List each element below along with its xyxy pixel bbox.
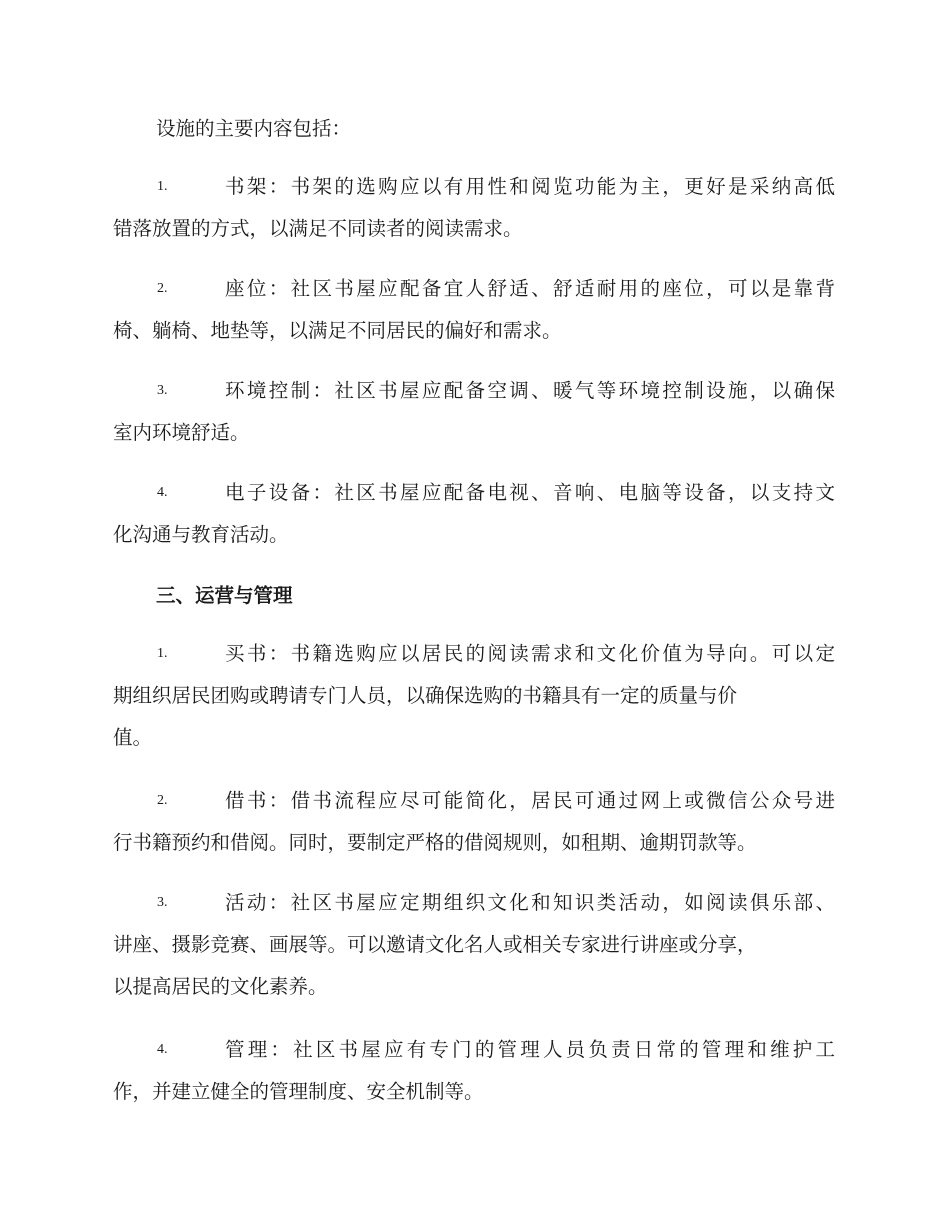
list-item-text-line: 错落放置的方式，以满足不同读者的阅读需求。 <box>113 217 523 240</box>
list-item-text-line: 化沟通与教育活动。 <box>113 523 289 546</box>
list-item-activities <box>113 882 835 1008</box>
list-item-electronics <box>113 472 835 556</box>
list-item-text-line: 作，并建立健全的管理制度、安全机制等。 <box>113 1080 484 1103</box>
list-number: 4. <box>157 1042 168 1057</box>
list-item-text-line: 值。 <box>113 726 153 749</box>
list-item-text-line: 讲座、摄影竞赛、画展等。可以邀请文化名人或相关专家进行讲座或分享， <box>113 933 757 956</box>
list-item-environment-control <box>113 370 835 454</box>
list-item-text-line: 环境控制：社区书屋应配备空调、暖气等环境控制设施，以确保 <box>225 379 835 402</box>
list-number: 4. <box>157 485 168 500</box>
list-item-buying-books <box>113 633 835 759</box>
list-item-text-line: 书架：书架的选购应以有用性和阅览功能为主，更好是采纳高低 <box>225 175 835 198</box>
list-number: 1. <box>157 179 168 194</box>
list-item-text-line: 以提高居民的文化素养。 <box>113 975 328 998</box>
list-number: 3. <box>157 895 168 910</box>
list-item-text-line: 活动：社区书屋应定期组织文化和知识类活动，如阅读俱乐部、 <box>225 891 835 914</box>
list-item-bookshelf <box>113 166 835 250</box>
list-item-borrowing <box>113 780 835 864</box>
list-item-text-line: 管理：社区书屋应有专门的管理人员负责日常的管理和维护工 <box>225 1038 835 1061</box>
intro-paragraph: 设施的主要内容包括： <box>156 117 352 140</box>
list-item-text-line: 电子设备：社区书屋应配备电视、音响、电脑等设备，以支持文 <box>225 481 835 504</box>
list-number: 2. <box>157 793 168 808</box>
list-item-text-line: 期组织居民团购或聘请专门人员，以确保选购的书籍具有一定的质量与价 <box>113 684 738 707</box>
list-item-text-line: 借书：借书流程应尽可能简化，居民可通过网上或微信公众号进 <box>225 789 835 812</box>
list-item-text-line: 室内环境舒适。 <box>113 421 250 444</box>
section-heading: 三、运营与管理 <box>156 584 293 607</box>
list-number: 2. <box>157 281 168 296</box>
list-item-text-line: 椅、躺椅、地垫等，以满足不同居民的偏好和需求。 <box>113 319 562 342</box>
list-item-text-line: 行书籍预约和借阅。同时，要制定严格的借阅规则，如租期、逾期罚款等。 <box>113 831 757 854</box>
list-number: 3. <box>157 383 168 398</box>
list-item-seating <box>113 268 835 352</box>
list-item-management <box>113 1029 835 1113</box>
list-item-text-line: 座位：社区书屋应配备宜人舒适、舒适耐用的座位，可以是靠背 <box>225 277 835 300</box>
list-number: 1. <box>157 646 168 661</box>
list-item-text-line: 买书：书籍选购应以居民的阅读需求和文化价值为导向。可以定 <box>225 642 835 665</box>
